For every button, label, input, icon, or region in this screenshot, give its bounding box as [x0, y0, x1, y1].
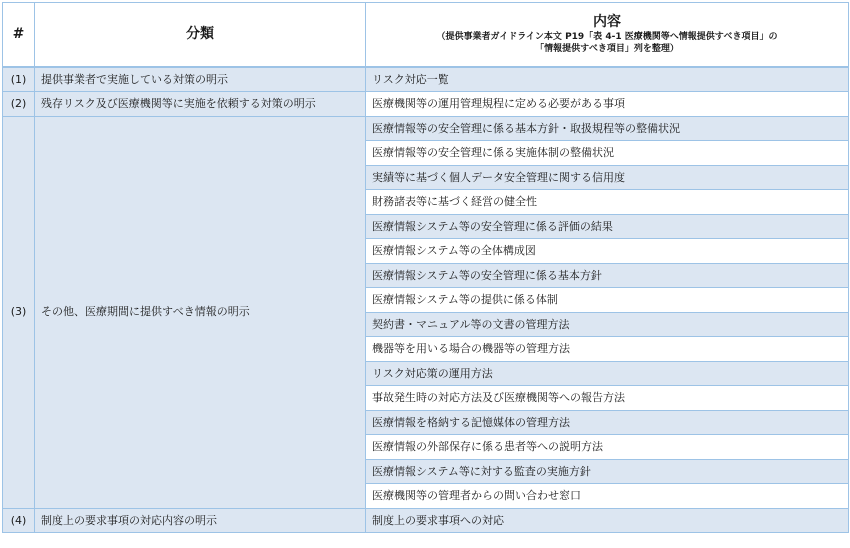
row-category: 残存リスク及び医療機関等に実施を依頼する対策の明示: [35, 92, 366, 117]
content-item: 事故発生時の対応方法及び医療機関等への報告方法: [366, 386, 849, 411]
header-content-title: 内容: [593, 13, 621, 30]
header-num: #: [3, 3, 35, 67]
header-category: 分類: [35, 3, 366, 67]
row-number: (3): [3, 116, 35, 508]
content-item: 医療情報システム等に対する監査の実施方針: [366, 459, 849, 484]
header-content-sub-2: 「情報提供すべき項目」列を整理）: [535, 43, 679, 54]
header-row: [3, 3, 849, 67]
row-number: (2): [3, 92, 35, 117]
row-category: 制度上の要求事項の対応内容の明示: [35, 508, 366, 533]
content-item: 医療情報システム等の提供に係る体制: [366, 288, 849, 313]
content-item: 財務諸表等に基づく経営の健全性: [366, 190, 849, 215]
content-item: リスク対応一覧: [366, 67, 849, 92]
content-item: 医療情報等の安全管理に係る実施体制の整備状況: [366, 141, 849, 166]
content-item: 制度上の要求事項への対応: [366, 508, 849, 533]
header-content-sub-1: （提供事業者ガイドライン本文 P19「表 4-1 医療機関等へ情報提供すべき項目」の: [436, 32, 778, 43]
table-row: [3, 116, 849, 141]
content-item: リスク対応策の運用方法: [366, 361, 849, 386]
content-item: 実績等に基づく個人データ安全管理に関する信用度: [366, 165, 849, 190]
header-content: [366, 3, 849, 67]
table-row: [3, 92, 849, 117]
content-item: 医療情報を格納する記憶媒体の管理方法: [366, 410, 849, 435]
content-item: 医療機関等の管理者からの問い合わせ窓口: [366, 484, 849, 509]
content-item: 契約書・マニュアル等の文書の管理方法: [366, 312, 849, 337]
row-number: (1): [3, 67, 35, 92]
content-item: 機器等を用いる場合の機器等の管理方法: [366, 337, 849, 362]
content-item: 医療情報システム等の全体構成図: [366, 239, 849, 264]
info-table: [2, 2, 849, 533]
content-item: 医療情報システム等の安全管理に係る基本方針: [366, 263, 849, 288]
row-category: その他、医療期間に提供すべき情報の明示: [35, 116, 366, 508]
content-item: 医療情報の外部保存に係る患者等への説明方法: [366, 435, 849, 460]
row-category: 提供事業者で実施している対策の明示: [35, 67, 366, 92]
table-row: [3, 67, 849, 92]
row-number: (4): [3, 508, 35, 533]
content-item: 医療情報等の安全管理に係る基本方針・取扱規程等の整備状況: [366, 116, 849, 141]
content-item: 医療情報システム等の安全管理に係る評価の結果: [366, 214, 849, 239]
content-item: 医療機関等の運用管理規程に定める必要がある事項: [366, 92, 849, 117]
table-row: [3, 508, 849, 533]
